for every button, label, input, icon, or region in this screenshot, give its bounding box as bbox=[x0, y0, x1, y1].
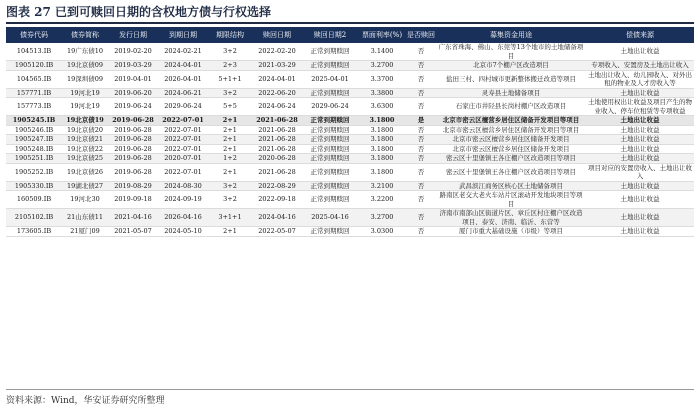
table-cell: 2019-06-28 bbox=[108, 144, 158, 154]
table-cell: 3+2 bbox=[208, 43, 252, 61]
table-cell: 否 bbox=[406, 181, 436, 191]
source-rule bbox=[6, 389, 694, 390]
table-cell: 2019-06-28 bbox=[108, 163, 158, 181]
table-cell: 否 bbox=[406, 88, 436, 98]
table-cell: 土地出让收益 bbox=[586, 135, 694, 145]
table-body bbox=[6, 43, 694, 236]
title-rule bbox=[6, 22, 694, 24]
table-cell: 2024-04-01 bbox=[158, 61, 208, 71]
table-cell: 2021-06-28 bbox=[252, 116, 302, 126]
column-header: 债券简称 bbox=[62, 27, 108, 43]
table-cell: 3.1800 bbox=[358, 125, 406, 135]
table-cell: 2022-07-01 bbox=[158, 163, 208, 181]
table-cell: 1905245.IB bbox=[6, 116, 62, 126]
table-cell: 3.1400 bbox=[358, 43, 406, 61]
table-cell: 1905120.IB bbox=[6, 61, 62, 71]
table-cell: 北京市7个棚户区改造项目 bbox=[436, 61, 586, 71]
table-cell: 2022-07-01 bbox=[158, 125, 208, 135]
table-cell: 2019-06-20 bbox=[108, 88, 158, 98]
table-cell: 土地出让收益 bbox=[586, 125, 694, 135]
table-cell: 否 bbox=[406, 43, 436, 61]
table-cell: 密云区十里堡镇王各庄棚户区改造项目等项目 bbox=[436, 154, 586, 164]
table-cell: 2019-02-20 bbox=[108, 43, 158, 61]
table-cell: 2020-07-01 bbox=[158, 154, 208, 164]
table-cell: 3+2 bbox=[208, 191, 252, 209]
table-cell: 2019-09-18 bbox=[108, 191, 158, 209]
table-row bbox=[6, 88, 694, 98]
table-cell: 正常到期赎回 bbox=[302, 116, 358, 126]
table-row bbox=[6, 116, 694, 126]
table-cell: 2021-06-28 bbox=[252, 135, 302, 145]
table-cell: 石家庄市井陉县长岗村棚户区改造项目 bbox=[436, 98, 586, 116]
table-cell: 正常到期赎回 bbox=[302, 125, 358, 135]
table-cell: 北京市密云区檀营乡居住区储备开发项目等项目 bbox=[436, 116, 586, 126]
table-cell: 2025-04-01 bbox=[302, 70, 358, 88]
table-cell: 2+1 bbox=[208, 125, 252, 135]
table-row bbox=[6, 227, 694, 237]
table-cell: 正常到期赎回 bbox=[302, 163, 358, 181]
table-cell: 2+1 bbox=[208, 227, 252, 237]
table-row bbox=[6, 209, 694, 227]
table-cell: 104565.IB bbox=[6, 70, 62, 88]
table-cell: 19北京债20 bbox=[62, 125, 108, 135]
table-cell: 正常到期赎回 bbox=[302, 144, 358, 154]
table-cell: 2019-06-28 bbox=[108, 125, 158, 135]
table-cell: 2022-07-01 bbox=[158, 135, 208, 145]
table-cell: 正常到期赎回 bbox=[302, 154, 358, 164]
table-cell: 157773.IB bbox=[6, 98, 62, 116]
table-cell: 2024-04-16 bbox=[252, 209, 302, 227]
table-cell: 3.1800 bbox=[358, 163, 406, 181]
table-cell: 19北京债19 bbox=[62, 116, 108, 126]
table-cell: 北京市密云区檀营乡居住区储备开发项目 bbox=[436, 135, 586, 145]
table-row bbox=[6, 98, 694, 116]
table-cell: 否 bbox=[406, 125, 436, 135]
table-cell: 5+1+1 bbox=[208, 70, 252, 88]
table-cell: 3.1800 bbox=[358, 154, 406, 164]
table-cell: 2105102.IB bbox=[6, 209, 62, 227]
table-cell: 2019-06-24 bbox=[108, 98, 158, 116]
table-cell: 盐田三村、四村城市更新整体搬迁改造等项目 bbox=[436, 70, 586, 88]
table-cell: 正常到期赎回 bbox=[302, 43, 358, 61]
table-cell: 2025-04-16 bbox=[302, 209, 358, 227]
table-cell: 2019-03-29 bbox=[108, 61, 158, 71]
table-cell: 2021-06-28 bbox=[252, 125, 302, 135]
table-cell: 5+5 bbox=[208, 98, 252, 116]
table-cell: 19河北19 bbox=[62, 88, 108, 98]
table-cell: 正常到期赎回 bbox=[302, 135, 358, 145]
table-cell: 2019-06-28 bbox=[108, 135, 158, 145]
table-cell: 正常到期赎回 bbox=[302, 61, 358, 71]
table-cell: 否 bbox=[406, 154, 436, 164]
column-header: 是否赎回 bbox=[406, 27, 436, 43]
table-cell: 1905248.IB bbox=[6, 144, 62, 154]
table-cell: 104513.IB bbox=[6, 43, 62, 61]
table-cell: 否 bbox=[406, 70, 436, 88]
table-cell: 2021-05-07 bbox=[108, 227, 158, 237]
table-cell: 正常到期赎回 bbox=[302, 88, 358, 98]
table-cell: 否 bbox=[406, 209, 436, 227]
table-cell: 土地出让收益 bbox=[586, 116, 694, 126]
table-cell: 密云区十里堡镇王各庄棚户区改造项目等项目 bbox=[436, 163, 586, 181]
table-cell: 2029-06-24 bbox=[158, 98, 208, 116]
table-cell: 土地出让收益 bbox=[586, 191, 694, 209]
column-header: 债券代码 bbox=[6, 27, 62, 43]
table-cell: 2024-05-10 bbox=[158, 227, 208, 237]
table-cell: 2021-04-16 bbox=[108, 209, 158, 227]
table-cell: 2+1 bbox=[208, 116, 252, 126]
table-cell: 2019-08-29 bbox=[108, 181, 158, 191]
table-cell: 3.6300 bbox=[358, 98, 406, 116]
table-row bbox=[6, 61, 694, 71]
table-cell: 3.2200 bbox=[358, 191, 406, 209]
table-cell: 北京市密云区檀营乡居住区储备开发项目等项目 bbox=[436, 125, 586, 135]
source-note: 资料来源：Wind，华安证券研究所整理 bbox=[6, 396, 165, 406]
table-cell: 21山东债11 bbox=[62, 209, 108, 227]
table-cell: 3.3800 bbox=[358, 88, 406, 98]
table-cell: 2022-02-20 bbox=[252, 43, 302, 61]
table-cell: 1905251.IB bbox=[6, 154, 62, 164]
table-cell: 3.0300 bbox=[358, 227, 406, 237]
table-cell: 2021-06-28 bbox=[252, 144, 302, 154]
table-cell: 160509.IB bbox=[6, 191, 62, 209]
table-cell: 否 bbox=[406, 98, 436, 116]
table-cell: 否 bbox=[406, 227, 436, 237]
table-cell: 否 bbox=[406, 135, 436, 145]
table-cell: 2021-06-28 bbox=[252, 163, 302, 181]
table-cell: 灵寿县土地储备项目 bbox=[436, 88, 586, 98]
table-cell: 3.1800 bbox=[358, 144, 406, 154]
table-cell: 2019-04-01 bbox=[108, 70, 158, 88]
table-cell: 2024-06-24 bbox=[252, 98, 302, 116]
table-cell: 19河北19 bbox=[62, 98, 108, 116]
table-cell: 土地出让收益 bbox=[586, 209, 694, 227]
table-cell: 正常到期赎回 bbox=[302, 181, 358, 191]
table-cell: 157771.IB bbox=[6, 88, 62, 98]
table-cell: 19北京债26 bbox=[62, 163, 108, 181]
table-row bbox=[6, 70, 694, 88]
table-cell: 1905330.IB bbox=[6, 181, 62, 191]
column-header: 偿债来源 bbox=[586, 27, 694, 43]
table-cell: 19北京债21 bbox=[62, 135, 108, 145]
table-cell: 土地出让收益 bbox=[586, 144, 694, 154]
table-cell: 2024-08-30 bbox=[158, 181, 208, 191]
table-cell: 否 bbox=[406, 61, 436, 71]
table-row bbox=[6, 135, 694, 145]
table-cell: 1905247.IB bbox=[6, 135, 62, 145]
table-cell: 173605.IB bbox=[6, 227, 62, 237]
table-row bbox=[6, 154, 694, 164]
table-cell: 否 bbox=[406, 144, 436, 154]
table-cell: 19广东债10 bbox=[62, 43, 108, 61]
table-cell: 2+3 bbox=[208, 61, 252, 71]
table-cell: 土地出让收益 bbox=[586, 43, 694, 61]
table-cell: 济南市南部山区街道片区、章丘区村庄棚户区改造项目、泰安、济南、临沂、东营等 bbox=[436, 209, 586, 227]
table-cell: 1905246.IB bbox=[6, 125, 62, 135]
table-cell: 否 bbox=[406, 163, 436, 181]
table-cell: 2022-05-07 bbox=[252, 227, 302, 237]
table-cell: 3.2700 bbox=[358, 209, 406, 227]
column-header: 票面利率(%) bbox=[358, 27, 406, 43]
table-cell: 2+1 bbox=[208, 144, 252, 154]
table-cell: 2022-06-20 bbox=[252, 88, 302, 98]
table-cell: 土地出让收入、幼儿园收入、对外出租的物业及人才房收入等 bbox=[588, 70, 692, 87]
table-cell: 3.1800 bbox=[358, 116, 406, 126]
table-row bbox=[6, 125, 694, 135]
table-cell: 3.1800 bbox=[358, 135, 406, 145]
column-header: 赎回日期 bbox=[252, 27, 302, 43]
table-cell: 2+1 bbox=[208, 135, 252, 145]
table-cell: 项目对应的安置房收入、土地出让收入 bbox=[588, 163, 692, 180]
table-row bbox=[6, 43, 694, 61]
table-cell: 正常到期赎回 bbox=[302, 191, 358, 209]
table-cell: 19北京债22 bbox=[62, 144, 108, 154]
table-cell: 21厦门09 bbox=[62, 227, 108, 237]
column-header: 发行日期 bbox=[108, 27, 158, 43]
table-cell: 正常到期赎回 bbox=[302, 227, 358, 237]
table-cell: 1+2 bbox=[208, 154, 252, 164]
table-cell: 土地出让收益 bbox=[586, 154, 694, 164]
table-row bbox=[6, 191, 694, 209]
table-cell: 否 bbox=[406, 191, 436, 209]
table-cell: 2024-04-01 bbox=[252, 70, 302, 88]
column-header: 赎回日期2 bbox=[302, 27, 358, 43]
figure-title: 图表 27 已到可赎回日期的含权地方债与行权选择 bbox=[6, 5, 272, 19]
column-header: 到期日期 bbox=[158, 27, 208, 43]
table-cell: 2021-03-29 bbox=[252, 61, 302, 71]
table-cell: 3.3700 bbox=[358, 70, 406, 88]
table-row bbox=[6, 144, 694, 154]
table-cell: 2024-02-21 bbox=[158, 43, 208, 61]
table-cell: 3.2700 bbox=[358, 61, 406, 71]
bond-table bbox=[6, 27, 694, 237]
table-cell: 2022-07-01 bbox=[158, 116, 208, 126]
table-cell: 2026-04-01 bbox=[158, 70, 208, 88]
table-cell: 2019-06-28 bbox=[108, 154, 158, 164]
table-cell: 3.2100 bbox=[358, 181, 406, 191]
table-cell: 3+2 bbox=[208, 181, 252, 191]
table-cell: 19北京债25 bbox=[62, 154, 108, 164]
table-cell: 19深圳债09 bbox=[62, 70, 108, 88]
table-cell: 19河北30 bbox=[62, 191, 108, 209]
table-cell: 是 bbox=[406, 116, 436, 126]
table-cell: 19北京债09 bbox=[62, 61, 108, 71]
table-cell: 路南区老交大老火车站片区滚动开发地块项目等项目 bbox=[436, 191, 586, 209]
header-row bbox=[6, 27, 694, 43]
table-row bbox=[6, 163, 694, 181]
table-cell: 2022-08-29 bbox=[252, 181, 302, 191]
table-cell: 广东省珠海、佛山、东莞等13个地市的土地储备项目 bbox=[436, 43, 586, 61]
table-cell: 专项收入、安置房及土地出让收入 bbox=[586, 61, 694, 71]
table-cell: 2024-06-21 bbox=[158, 88, 208, 98]
table-cell: 2022-09-18 bbox=[252, 191, 302, 209]
table-cell: 土地出让收益 bbox=[586, 88, 694, 98]
table-cell: 2026-04-16 bbox=[158, 209, 208, 227]
table-row bbox=[6, 181, 694, 191]
table-cell: 2029-06-24 bbox=[302, 98, 358, 116]
table-cell: 3+1+1 bbox=[208, 209, 252, 227]
table-cell: 武昌滨江商务区核心区土地储备项目 bbox=[436, 181, 586, 191]
table-cell: 1905252.IB bbox=[6, 163, 62, 181]
table-cell: 2020-06-28 bbox=[252, 154, 302, 164]
column-header: 期限结构 bbox=[208, 27, 252, 43]
table-cell: 2019-06-28 bbox=[108, 116, 158, 126]
table-cell: 北京市密云区檀营乡居住区储备开发项目 bbox=[436, 144, 586, 154]
column-header: 募集资金用途 bbox=[436, 27, 586, 43]
table-cell: 厦门市重大基础设施（市级）等项目 bbox=[436, 227, 586, 237]
table-header bbox=[6, 27, 694, 43]
table-cell: 2022-07-01 bbox=[158, 144, 208, 154]
table-cell: 2+1 bbox=[208, 163, 252, 181]
table-cell: 土地出让收益 bbox=[586, 227, 694, 237]
table-cell: 土地出让收益 bbox=[586, 181, 694, 191]
table-cell: 2024-09-19 bbox=[158, 191, 208, 209]
table-cell: 土地使用权出让收益及项目产生的物业收入、停车位租赁等专项收益 bbox=[588, 98, 692, 115]
table-cell: 3+2 bbox=[208, 88, 252, 98]
table-cell: 19湖北债27 bbox=[62, 181, 108, 191]
